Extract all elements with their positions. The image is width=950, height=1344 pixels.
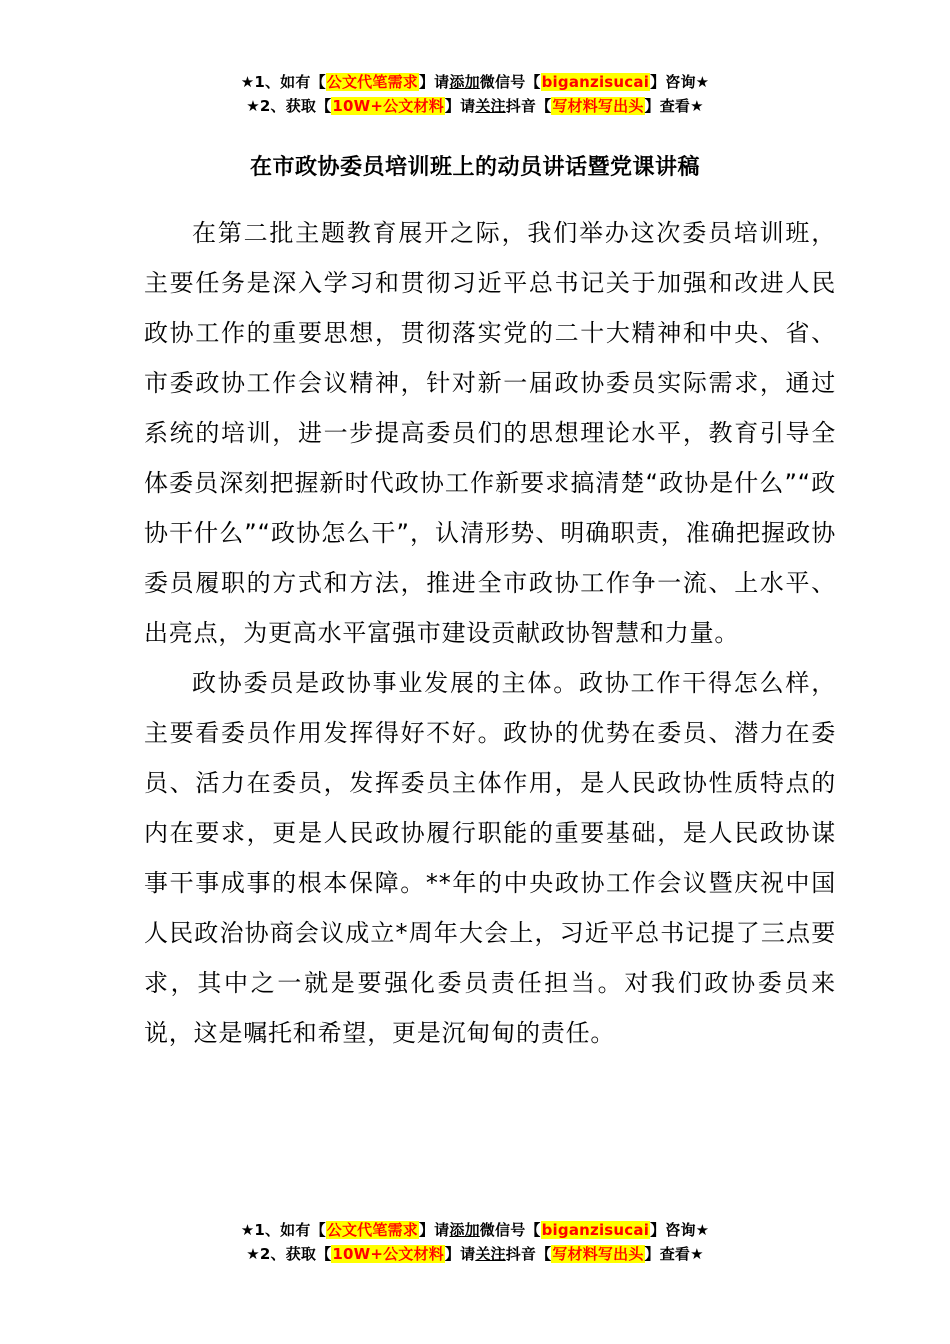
underlined-text: 添加 [449,73,480,91]
banner-text: 】查看★ [644,1245,704,1263]
banner-text: 】咨询★ [650,73,710,91]
banner-text: 】请 [418,73,450,91]
banner-line-1 [0,70,950,94]
banner-text: 】请 [418,1221,450,1239]
banner-text: 微信号【 [479,1221,541,1239]
banner-text: ★2、获取【 [246,97,332,115]
banner-text: 微信号【 [479,73,541,91]
banner-text: 抖音【 [505,97,552,115]
banner-text: ★1、如有【 [240,1221,326,1239]
banner-line-2 [0,1242,950,1266]
highlight-douyin: 写材料写出头 [552,97,644,115]
banner-line-2 [0,94,950,118]
document-body [144,208,836,1058]
header-banner [0,70,950,118]
banner-text: ★2、获取【 [246,1245,332,1263]
paragraph-1: 在第二批主题教育展开之际，我们举办这次委员培训班，主要任务是深入学习和贯彻习近平总书记关于加强和改进人民政协工作的重要思想，贯彻落实党的二十大精神和中央、省、市委政协工作会议精神，针对新一届政协委员实际需求，通过系统的培训，进一步提高委员们的思想理论水平，教育引导全体委员深刻把握新时代政协工作新要求搞清楚“政协是什么”“政协干什么”“政协怎么干”，认清形势、明确职责，准确把握政协委员履职的方式和方法，推进全市政协工作争一流、上水平、出亮点，为更高水平富强市建设贡献政协智慧和力量。 [144,219,836,647]
banner-text: ★1、如有【 [240,73,326,91]
highlight-service: 公文代笔需求 [326,1221,418,1239]
paragraph-2: 政协委员是政协事业发展的主体。政协工作干得怎么样，主要看委员作用发挥得好不好。政协的优势在委员、潜力在委员、活力在委员，发挥委员主体作用，是人民政协性质特点的内在要求，更是人民政协履行职能的重要基础，是人民政协谋事干事成事的根本保障。**年的中央政协工作会议暨庆祝中国人民政治协商会议成立*周年大会上，习近平总书记提了三点要求，其中之一就是要强化委员责任担当。对我们政协委员来说，这是嘱托和希望，更是沉甸甸的责任。 [144,669,836,1047]
underlined-text: 关注 [475,1245,506,1263]
banner-text: 】请 [444,97,476,115]
highlight-materials: 10W+公文材料 [332,1245,444,1263]
banner-text: 】查看★ [644,97,704,115]
highlight-wechat-id: biganzisucai [541,1221,650,1239]
document-title: 在市政协委员培训班上的动员讲话暨党课讲稿 [249,155,700,180]
highlight-materials: 10W+公文材料 [332,97,444,115]
banner-text: 】咨询★ [650,1221,710,1239]
highlight-douyin: 写材料写出头 [552,1245,644,1263]
banner-line-1 [0,1218,950,1242]
highlight-service: 公文代笔需求 [326,73,418,91]
highlight-wechat-id: biganzisucai [541,73,650,91]
underlined-text: 添加 [449,1221,480,1239]
banner-text: 抖音【 [505,1245,552,1263]
footer-banner [0,1218,950,1266]
banner-text: 】请 [444,1245,476,1263]
underlined-text: 关注 [475,97,506,115]
